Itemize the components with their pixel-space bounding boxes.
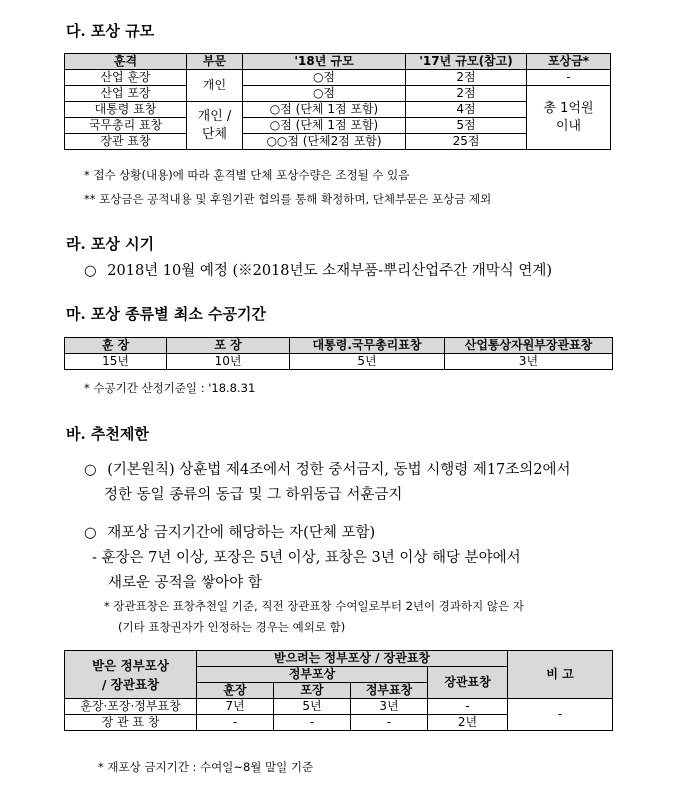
header-sector: 부문	[187, 54, 243, 70]
row-label: 훈장·포장·정부표창	[65, 699, 197, 715]
re-award-table	[64, 650, 613, 731]
header-to-receive: 받으려는 정부포상 / 장관표창	[197, 651, 508, 667]
section-title-award-scale: 다. 포상 규모	[66, 22, 155, 40]
award-name: 장관 표창	[65, 134, 187, 150]
header-gov-commendation: 정부표창	[351, 683, 428, 699]
cell-medal: 7년	[197, 699, 274, 715]
minister-note-2: (기타 표창권자가 인정하는 경우는 예외로 함)	[118, 620, 346, 634]
cell-minister: -	[428, 699, 508, 715]
min-period-table	[64, 337, 613, 370]
period-medal: 15년	[65, 354, 167, 370]
award-scale-table	[64, 53, 611, 150]
header-badge: 포장	[274, 683, 351, 699]
header-2018: '18년 규모	[243, 54, 406, 70]
note-adjustable: * 접수 상황(내용)에 따라 훈격별 단체 포상수량은 조정될 수 있음	[84, 168, 410, 182]
re-award-text: 재포상 금지기간에 해당하는 자(단체 포함)	[107, 525, 376, 541]
cell-gov-commendation: 3년	[351, 699, 428, 715]
header-received-line-2: / 장관표창	[101, 676, 160, 692]
header-2017: '17년 규모(참고)	[406, 54, 527, 70]
header-minister: 산업통상자원부장관표창	[445, 338, 613, 354]
header-award: 훈격	[65, 54, 187, 70]
note-prize: ** 포상금은 공적내용 및 후원기관 협의를 통해 확정하며, 단체부문은 포상금 제외	[84, 192, 492, 206]
award-name: 국무총리 표창	[65, 118, 187, 134]
prize-dash: -	[527, 70, 611, 86]
section-title-award-timing: 라. 포상 시기	[66, 235, 155, 253]
row-label: 장 관 표 창	[65, 715, 197, 731]
cell-minister: 2년	[428, 715, 508, 731]
timing-text: 2018년 10월 예정 (※2018년도 소재부품-뿌리산업주간 개막식 연계)	[107, 263, 553, 279]
bullet-circle: ○	[84, 462, 97, 478]
header-received	[65, 651, 197, 699]
count-2017: 25점	[406, 134, 527, 150]
sector-group-line-1: 개인 /	[197, 108, 232, 124]
minister-note-1: * 장관표창은 표창추천일 기준, 직전 장관표창 수여일로부터 2년이 경과하지 않은 자	[104, 599, 524, 613]
header-medal: 훈 장	[65, 338, 167, 354]
prize-line-1: 총 1억원	[543, 100, 594, 116]
header-received-line-1: 받은 정부포상	[92, 657, 169, 673]
count-2018: ○○점 (단체2점 포함)	[243, 134, 406, 150]
bullet-circle: ○	[84, 263, 97, 279]
header-badge: 포 장	[167, 338, 290, 354]
section-title-min-period: 마. 포상 종류별 최소 수공기간	[66, 305, 266, 323]
cell-badge: 5년	[274, 699, 351, 715]
count-2017: 4점	[406, 102, 527, 118]
header-president-pm: 대통령.국무총리표창	[290, 338, 445, 354]
award-name: 산업 훈장	[65, 70, 187, 86]
prize-line-2: 이내	[555, 118, 582, 134]
period-minister: 3년	[445, 354, 613, 370]
prize-amount	[527, 86, 611, 150]
count-2018: ○점 (단체 1점 포함)	[243, 102, 406, 118]
count-2018: ○점	[243, 86, 406, 102]
timing-line	[84, 259, 552, 280]
count-2017: 5점	[406, 118, 527, 134]
count-2017: 2점	[406, 70, 527, 86]
sector-group-line-2: 단체	[201, 126, 228, 142]
header-prize: 포상금*	[527, 54, 611, 70]
sector-individual: 개인	[187, 70, 243, 102]
section-title-restrictions: 바. 추천제한	[66, 425, 149, 443]
count-2018: ○점	[243, 70, 406, 86]
principle-text-2: 정한 동일 종류의 동급 및 그 하위동급 서훈금지	[104, 487, 403, 503]
period-president-pm: 5년	[290, 354, 445, 370]
header-minister-award: 장관표창	[428, 667, 508, 699]
header-gov-award: 정부포상	[197, 667, 428, 683]
cell-gov-commendation: -	[351, 715, 428, 731]
header-medal: 훈장	[197, 683, 274, 699]
count-2018: ○점 (단체 1점 포함)	[243, 118, 406, 134]
cell-remark: -	[508, 699, 613, 731]
cell-medal: -	[197, 715, 274, 731]
re-award-line	[84, 521, 375, 542]
requirement-line-2: 새로운 공적을 쌓아야 함	[108, 575, 262, 591]
award-name: 산업 포장	[65, 86, 187, 102]
period-badge: 10년	[167, 354, 290, 370]
note-base-date: * 수공기간 산정기준일 : '18.8.31	[84, 381, 256, 395]
requirement-line-1: - 훈장은 7년 이상, 포장은 5년 이상, 표창은 3년 이상 해당 분야에서	[92, 550, 521, 566]
cell-badge: -	[274, 715, 351, 731]
principle-text-1: (기본원칙) 상훈법 제4조에서 정한 중서금지, 동법 시행령 제17조의2에서	[107, 462, 571, 478]
principle-line-1	[84, 458, 571, 479]
header-remark: 비 고	[508, 651, 613, 699]
final-note: * 재포상 금지기간 : 수여일~8월 말일 기준	[98, 760, 314, 774]
award-name: 대통령 표창	[65, 102, 187, 118]
count-2017: 2점	[406, 86, 527, 102]
bullet-circle: ○	[84, 525, 97, 541]
sector-group	[187, 102, 243, 150]
